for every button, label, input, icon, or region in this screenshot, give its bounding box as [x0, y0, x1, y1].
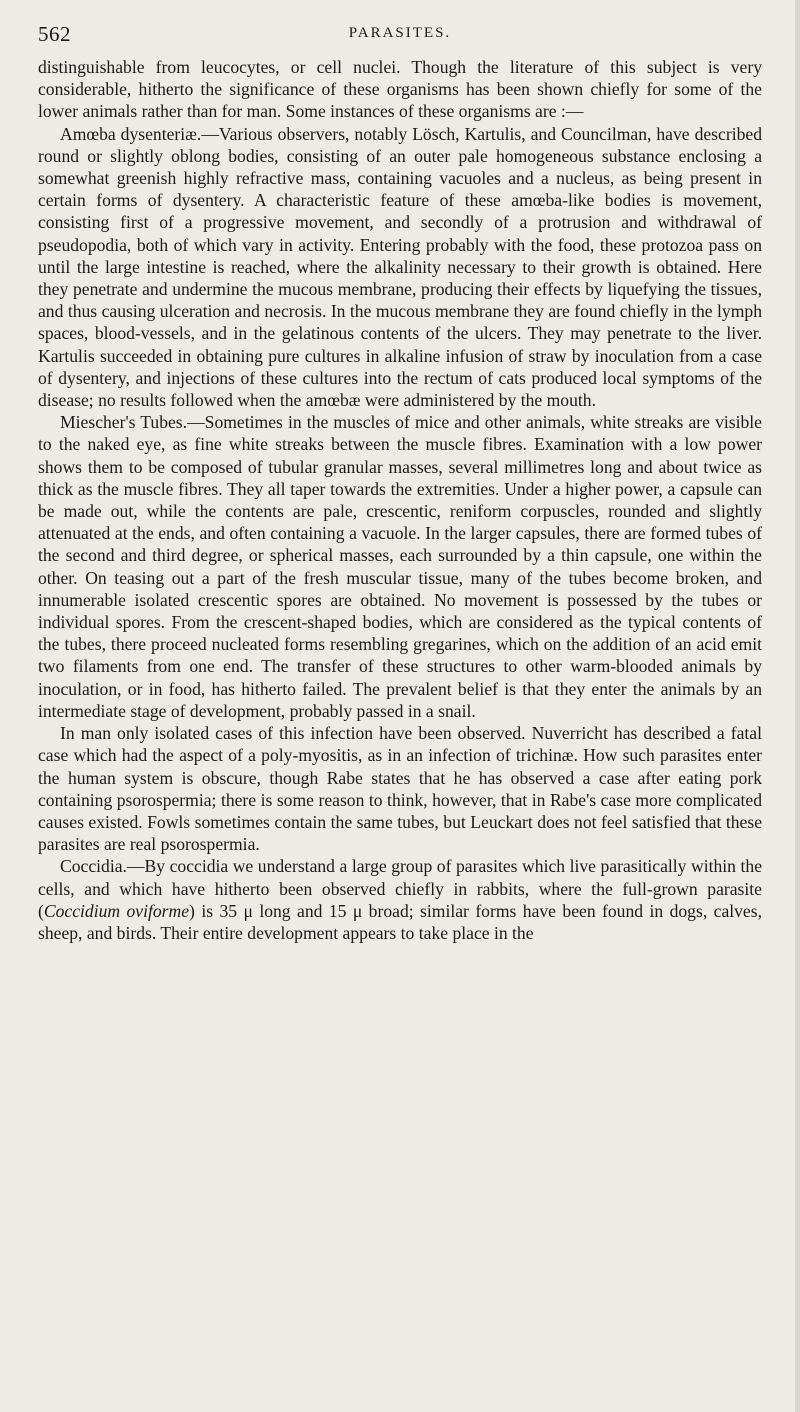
running-head: PARASITES. [348, 25, 452, 41]
book-page [38, 0, 762, 1412]
page-header [38, 22, 762, 50]
section-heading-amoeba: Amœba dysenteriæ. [60, 123, 202, 144]
paragraph-in-man: In man only isolated cases of this infection have been observed. Nuverricht has described a fatal case which had the aspect of a poly-myositis, as in an infection of trichinæ. How such parasites enter the human system is obscure, though Rabe states that he has observed a case after eating pork containing psorospermia; there is some reason to think, however, that in Rabe's case more complicated causes existed. Fowls sometimes contain the same tubes, but Leuckart does not feel satisfied that these parasites are real psorospermia. [38, 723, 762, 855]
paragraph-intro: distinguishable from leucocytes, or cell nuclei. Though the literature of this subject is very considerable, hitherto the significance of these organisms has been shown chiefly for some of the lower animals rather than for man. Some instances of these organisms are :— [38, 57, 762, 122]
paragraph-coccidia [38, 855, 762, 944]
page-edge [795, 0, 800, 1412]
paragraph-text: ) is 35 μ long and 15 μ broad; similar forms have been found in dogs, calves, sheep, and birds. Their entire development appears to take place in the [38, 900, 762, 943]
paragraph-text: —Sometimes in the muscles of mice and other animals, white streaks are visible to the naked eye, as fine white streaks between the muscle fibres. Examination with a low power shows them to be composed of tubular granular masses, several millimetres long and about twice as thick as the muscle fibres. They all taper towards the extremities. Under a higher power, a capsule can be made out, while the contents are pale, crescentic, reniform corpuscles, rounded and slightly attenuated at the ends, and often containing a vacuole. In the larger capsules, there are formed tubes of the second and third degree, or spherical masses, each surrounded by a thin capsule, one within the other. On teasing out a part of the fresh muscular tissue, many of the tubes become broken, and innumerable isolated crescentic spores are obtained. No movement is possessed by the tubes or individual spores. From the crescent-shaped bodies, which are considered as the typical contents of the tubes, there proceed nucleated forms resembling gregarines, which on the addition of an acid emit two filaments from one end. The transfer of these structures to other warm-blooded animals by inoculation, or in food, has hitherto failed. The prevalent belief is that they enter the animals by an intermediate stage of development, probably passed in a snail. [38, 412, 762, 721]
section-heading-coccidia: Coccidia. [60, 856, 127, 877]
body-text [38, 56, 762, 944]
paragraph-amoeba-dysenteriae [38, 123, 762, 412]
paragraph-text: —Various observers, notably Lösch, Kartulis, and Councilman, have described round or slightly oblong bodies, consisting of an outer pale homogeneous substance enclosing a somewhat greenish highly refractive mass, containing vacuoles and a nucleus, as being present in certain forms of dysentery. A characteristic feature of these amœba-like bodies is movement, consisting first of a progressive movement, and secondly of a protrusion and withdrawal of pseudopodia, both of which vary in activity. Entering probably with the food, these protozoa pass on until the large intestine is reached, where the alkalinity necessary to their growth is obtained. Here they penetrate and undermine the mucous membrane, producing their effects by liquefying the tissues, and thus causing ulceration and necrosis. In the mucous membrane they are found chiefly in the lymph spaces, blood-vessels, and in the gelatinous contents of the ulcers. They may penetrate to the liver. Kartulis succeeded in obtaining pure cultures in alkaline infusion of straw by inoculation from a case of dysentery, and injections of these cultures into the rectum of cats produced local symptoms of the disease; no results followed when the amœbæ were administered by the mouth. [38, 123, 762, 411]
section-heading-mieschers-tubes: Miescher's Tubes. [60, 412, 188, 433]
species-name: Coccidium oviforme [43, 900, 190, 921]
page-number: 562 [38, 22, 71, 46]
paragraph-text: —By coccidia we understand a large group of parasites which live parasitically within the cells, and which have hitherto been observed chiefly in rabbits, where the full-grown parasite ( [38, 856, 762, 921]
paragraph-mieschers-tubes [38, 411, 762, 722]
